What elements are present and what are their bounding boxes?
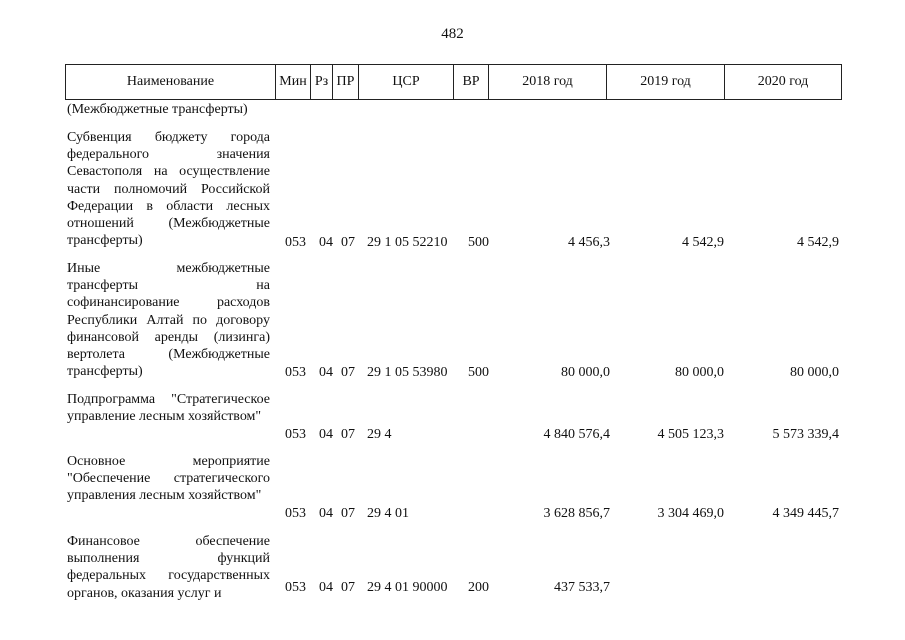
row-2019: 4 542,9: [682, 235, 724, 250]
row-pr: 07: [341, 365, 355, 380]
row-vr: 500: [468, 235, 489, 250]
continuation-text: (Межбюджетные трансферты): [67, 102, 248, 117]
row-2018: 4 456,3: [568, 235, 610, 250]
row-name: Субвенция бюджету города федерального значения Севастополя на осуществление части полномочий Российской Федерации в области лесных отношений (Межбюджетные трансферты): [67, 130, 270, 249]
row-csr: 29 1 05 52210: [367, 235, 448, 250]
table-header: [65, 64, 842, 100]
row-csr: 29 4 01 90000: [367, 580, 448, 595]
row-min: 053: [285, 365, 306, 380]
row-min: 053: [285, 427, 306, 442]
header-rz: Рз: [311, 65, 333, 99]
row-2020: 4 542,9: [797, 235, 839, 250]
header-2018: 2018 год: [489, 65, 607, 99]
row-name: Основное мероприятие "Обеспечение стратегического управления лесным хозяйством": [67, 454, 270, 504]
row-min: 053: [285, 506, 306, 521]
row-2019: 80 000,0: [675, 365, 724, 380]
header-2020: 2020 год: [757, 74, 809, 89]
row-2020: 5 573 339,4: [772, 427, 839, 442]
header-pr: ПР: [333, 65, 359, 99]
row-csr: 29 4: [367, 427, 392, 442]
row-rz: 04: [319, 580, 333, 595]
row-csr: 29 4 01: [367, 506, 409, 521]
row-2020: 4 349 445,7: [772, 506, 839, 521]
row-pr: 07: [341, 427, 355, 442]
row-2018: 4 840 576,4: [543, 427, 610, 442]
row-pr: 07: [341, 506, 355, 521]
row-rz: 04: [319, 235, 333, 250]
header-name: Наименование: [66, 65, 276, 99]
header-vr: ВР: [454, 65, 489, 99]
row-2019: 4 505 123,3: [657, 427, 724, 442]
row-csr: 29 1 05 53980: [367, 365, 448, 380]
header-csr: ЦСР: [359, 65, 454, 99]
row-rz: 04: [319, 365, 333, 380]
row-2018: 80 000,0: [561, 365, 610, 380]
row-2019: 3 304 469,0: [657, 506, 724, 521]
row-min: 053: [285, 235, 306, 250]
page-number: 482: [441, 26, 464, 42]
row-name: Иные межбюджетные трансферты на софинансирование расходов Республики Алтай по договору финансовой аренды (лизинга) вертолета (Межбюджетные трансферты): [67, 261, 270, 380]
row-rz: 04: [319, 506, 333, 521]
row-name: Финансовое обеспечение выполнения функций федеральных государственных органов, оказания услуг и: [67, 534, 270, 601]
row-name: Подпрограмма "Стратегическое управление лесным хозяйством": [67, 392, 270, 425]
row-pr: 07: [341, 580, 355, 595]
row-pr: 07: [341, 235, 355, 250]
row-vr: 200: [468, 580, 489, 595]
row-min: 053: [285, 580, 306, 595]
row-rz: 04: [319, 427, 333, 442]
header-min: Мин: [276, 65, 311, 99]
row-vr: 500: [468, 365, 489, 380]
header-2019: 2019 год: [607, 65, 725, 99]
row-2020: 80 000,0: [790, 365, 839, 380]
row-2018: 3 628 856,7: [543, 506, 610, 521]
row-2018: 437 533,7: [554, 580, 610, 595]
